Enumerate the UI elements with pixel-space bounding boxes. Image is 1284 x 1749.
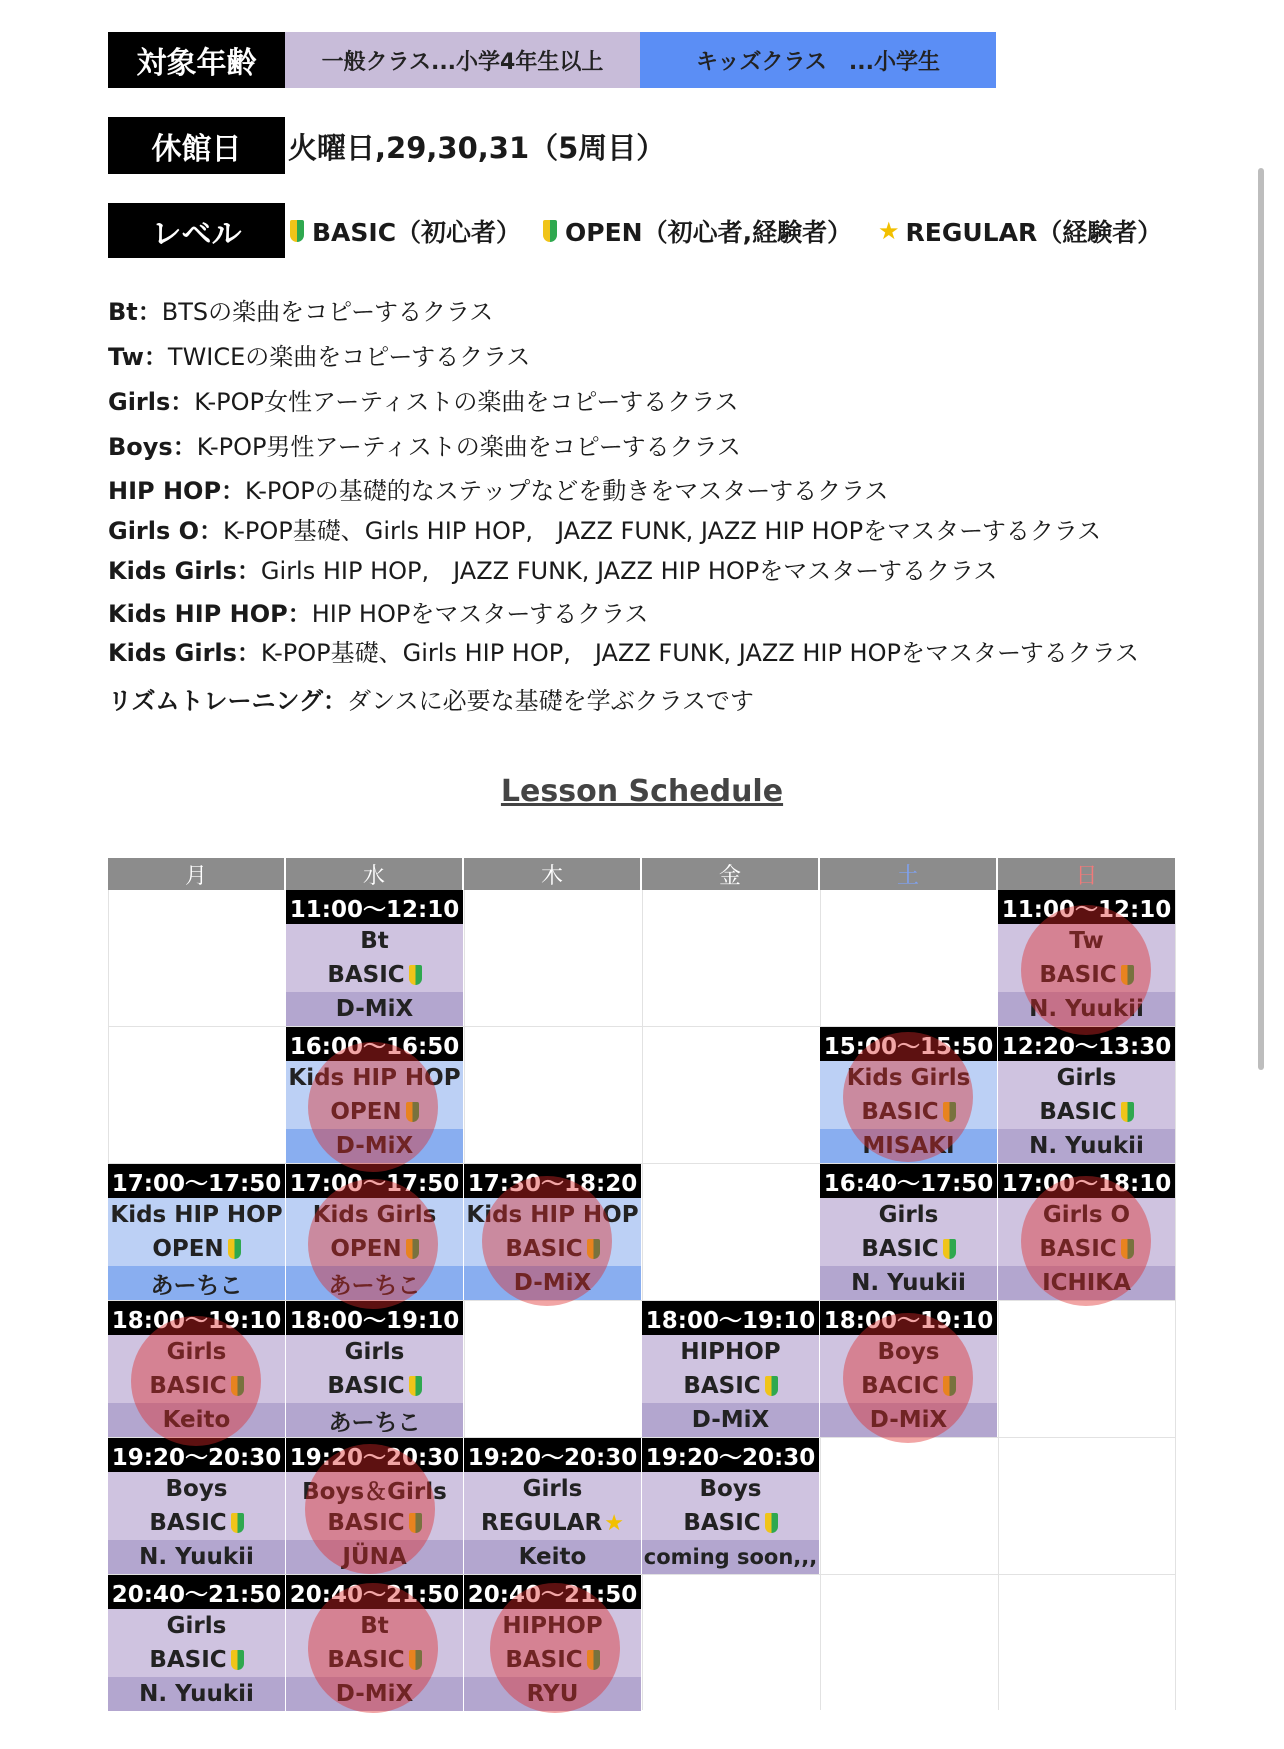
desc-text: TWICEの楽曲をコピーするクラス xyxy=(167,343,531,371)
lesson-teacher: D-MiX xyxy=(286,1677,463,1711)
day-header-wed: 水 xyxy=(286,858,462,890)
lesson-time: 12:20〜13:30 xyxy=(998,1027,1175,1061)
day-header-sat: 土 xyxy=(820,858,996,890)
desc-line xyxy=(108,681,754,716)
lesson-name: Girls xyxy=(998,1061,1175,1095)
day-header-fri: 金 xyxy=(642,858,818,890)
lesson-level: REGULAR ★ xyxy=(464,1506,641,1540)
lesson-time: 20:40〜21:50 xyxy=(108,1575,285,1609)
lesson-level: BASIC xyxy=(108,1369,285,1403)
desc-term: Boys： xyxy=(108,433,197,461)
lesson-time: 16:00〜16:50 xyxy=(286,1027,463,1061)
lesson-card xyxy=(286,1027,463,1163)
lesson-card xyxy=(820,1164,997,1300)
lesson-level: BASIC xyxy=(286,1369,463,1403)
lesson-time: 17:00〜17:50 xyxy=(286,1164,463,1198)
lesson-teacher: D-MiX xyxy=(286,992,463,1026)
lesson-level: OPEN xyxy=(108,1232,285,1266)
lesson-level: BASIC xyxy=(998,1232,1175,1266)
beginner-leaf-icon xyxy=(543,220,557,242)
level-regular-text: REGULAR（経験者） xyxy=(905,218,1163,247)
lesson-card xyxy=(286,1438,463,1574)
lesson-time: 19:20〜20:30 xyxy=(464,1438,641,1472)
lesson-time: 19:20〜20:30 xyxy=(286,1438,463,1472)
desc-line xyxy=(108,427,741,462)
lesson-level: OPEN xyxy=(286,1232,463,1266)
lesson-teacher: N. Yuukii xyxy=(108,1677,285,1711)
beginner-leaf-icon xyxy=(1121,965,1134,985)
lesson-card xyxy=(108,1438,285,1574)
lesson-time: 20:40〜21:50 xyxy=(286,1575,463,1609)
schedule-title: Lesson Schedule xyxy=(500,774,784,809)
beginner-leaf-icon xyxy=(943,1376,956,1396)
lesson-level: BASIC xyxy=(286,1643,463,1677)
lesson-time: 17:30〜18:20 xyxy=(464,1164,641,1198)
day-header-thu: 木 xyxy=(464,858,640,890)
lesson-level: BASIC xyxy=(998,1095,1175,1129)
lesson-card xyxy=(286,890,463,1026)
lesson-card xyxy=(286,1575,463,1711)
lesson-name: Girls xyxy=(108,1609,285,1643)
desc-term: Tw： xyxy=(108,343,168,371)
lesson-card xyxy=(464,1438,641,1574)
lesson-teacher: ICHIKA xyxy=(998,1266,1175,1300)
lesson-teacher: coming soon,,, xyxy=(642,1540,819,1574)
lesson-card xyxy=(820,1301,997,1437)
lesson-name: HIPHOP xyxy=(642,1335,819,1369)
lesson-teacher: あーちこ xyxy=(286,1266,463,1300)
desc-term: Bt： xyxy=(108,298,162,326)
lesson-time: 17:00〜18:10 xyxy=(998,1164,1175,1198)
lesson-card xyxy=(998,890,1175,1026)
desc-text: K-POPの基礎的なステップなどを動きをマスターするクラス xyxy=(245,477,889,505)
lesson-card xyxy=(998,1027,1175,1163)
lesson-name: Girls xyxy=(464,1472,641,1506)
desc-term: Kids HIP HOP： xyxy=(108,600,312,628)
desc-line xyxy=(108,382,738,417)
day-header-mon: 月 xyxy=(108,858,284,890)
lesson-level: BASIC xyxy=(464,1643,641,1677)
lesson-card xyxy=(820,1027,997,1163)
lesson-name: Girls xyxy=(286,1335,463,1369)
beginner-leaf-icon xyxy=(765,1513,778,1533)
lesson-teacher: あーちこ xyxy=(286,1403,463,1437)
lesson-level: BASIC xyxy=(642,1369,819,1403)
beginner-leaf-icon xyxy=(409,1513,422,1533)
lesson-name: Boys xyxy=(108,1472,285,1506)
kids-class-band: キッズクラス ...小学生 xyxy=(640,32,996,88)
beginner-leaf-icon xyxy=(228,1239,241,1259)
lesson-level: BACIC xyxy=(820,1369,997,1403)
lesson-time: 20:40〜21:50 xyxy=(464,1575,641,1609)
lesson-time: 18:00〜19:10 xyxy=(642,1301,819,1335)
level-basic xyxy=(290,213,521,249)
desc-text: HIP HOPをマスターするクラス xyxy=(311,600,649,628)
lesson-time: 16:40〜17:50 xyxy=(820,1164,997,1198)
lesson-name: Kids HIP HOP xyxy=(464,1198,641,1232)
lesson-level: BASIC xyxy=(998,958,1175,992)
desc-line xyxy=(108,511,1101,546)
lesson-time: 11:00〜12:10 xyxy=(998,890,1175,924)
lesson-teacher: Keito xyxy=(464,1540,641,1574)
level-basic-text: BASIC（初心者） xyxy=(312,218,522,247)
vertical-scrollbar[interactable] xyxy=(1258,168,1264,1070)
lesson-name: Kids HIP HOP xyxy=(286,1061,463,1095)
lesson-level: BASIC xyxy=(108,1506,285,1540)
level-label: レベル xyxy=(108,203,285,258)
desc-term: Kids Girls： xyxy=(108,557,261,585)
lesson-teacher: RYU xyxy=(464,1677,641,1711)
desc-text: ダンスに必要な基礎を学ぶクラスです xyxy=(347,687,754,715)
lesson-teacher: N. Yuukii xyxy=(820,1266,997,1300)
desc-line xyxy=(108,292,493,327)
desc-text: K-POP基礎、Girls HIP HOP, JAZZ FUNK, JAZZ HIP HOPをマスターするクラス xyxy=(223,517,1102,545)
lesson-card xyxy=(464,1575,641,1711)
lesson-level: BASIC xyxy=(286,958,463,992)
beginner-leaf-icon xyxy=(231,1376,244,1396)
lesson-teacher: N. Yuukii xyxy=(998,1129,1175,1163)
lesson-card xyxy=(998,1164,1175,1300)
lesson-time: 19:20〜20:30 xyxy=(108,1438,285,1472)
beginner-leaf-icon xyxy=(409,1650,422,1670)
desc-line xyxy=(108,471,888,506)
closed-day-text: 火曜日,29,30,31（5周目） xyxy=(288,131,666,165)
lesson-name: Girls xyxy=(108,1335,285,1369)
desc-term: Girls： xyxy=(108,388,195,416)
lesson-teacher: D-MiX xyxy=(464,1266,641,1300)
lesson-level: BASIC xyxy=(108,1643,285,1677)
lesson-time: 11:00〜12:10 xyxy=(286,890,463,924)
lesson-level: BASIC xyxy=(820,1232,997,1266)
beginner-leaf-icon xyxy=(406,1102,419,1122)
lesson-teacher: Keito xyxy=(108,1403,285,1437)
desc-term: リズムトレーニング： xyxy=(108,687,348,715)
desc-line xyxy=(108,551,997,586)
beginner-leaf-icon xyxy=(409,1376,422,1396)
lesson-level: OPEN xyxy=(286,1095,463,1129)
lesson-name: Kids Girls xyxy=(286,1198,463,1232)
desc-text: BTSの楽曲をコピーするクラス xyxy=(161,298,494,326)
desc-term: Kids Girls： xyxy=(108,639,261,667)
lesson-level: BASIC xyxy=(286,1506,463,1540)
beginner-leaf-icon xyxy=(231,1513,244,1533)
beginner-leaf-icon xyxy=(943,1239,956,1259)
level-regular xyxy=(878,213,1162,249)
lesson-teacher: JÜNA xyxy=(286,1540,463,1574)
desc-text: K-POP男性アーティストの楽曲をコピーするクラス xyxy=(196,433,741,461)
star-icon: ★ xyxy=(878,217,900,245)
beginner-leaf-icon xyxy=(765,1376,778,1396)
lesson-name: Bt xyxy=(286,924,463,958)
lesson-name: Tw xyxy=(998,924,1175,958)
lesson-time: 15:00〜15:50 xyxy=(820,1027,997,1061)
level-open-text: OPEN（初心者,経験者） xyxy=(565,218,853,247)
lesson-level: BASIC xyxy=(642,1506,819,1540)
lesson-card xyxy=(464,1164,641,1300)
star-icon: ★ xyxy=(604,1510,624,1536)
lesson-teacher: D-MiX xyxy=(820,1403,997,1437)
lesson-card xyxy=(286,1164,463,1300)
beginner-leaf-icon xyxy=(290,220,304,242)
lesson-teacher: N. Yuukii xyxy=(108,1540,285,1574)
lesson-card xyxy=(642,1301,819,1437)
lesson-teacher: N. Yuukii xyxy=(998,992,1175,1026)
lesson-teacher: あーちこ xyxy=(108,1266,285,1300)
lesson-name: Boys xyxy=(642,1472,819,1506)
lesson-time: 17:00〜17:50 xyxy=(108,1164,285,1198)
lesson-name: Girls xyxy=(820,1198,997,1232)
beginner-leaf-icon xyxy=(1121,1102,1134,1122)
lesson-name: Bt xyxy=(286,1609,463,1643)
desc-line xyxy=(108,633,1139,668)
lesson-level: BASIC xyxy=(464,1232,641,1266)
beginner-leaf-icon xyxy=(587,1650,600,1670)
desc-text: K-POP基礎、Girls HIP HOP, JAZZ FUNK, JAZZ HIP HOPをマスターするクラス xyxy=(260,639,1140,667)
lesson-teacher: MISAKI xyxy=(820,1129,997,1163)
desc-line xyxy=(108,594,648,629)
beginner-leaf-icon xyxy=(231,1650,244,1670)
desc-term: HIP HOP： xyxy=(108,477,246,505)
target-age-label: 対象年齢 xyxy=(108,32,285,88)
lesson-card xyxy=(642,1438,819,1574)
beginner-leaf-icon xyxy=(409,965,422,985)
beginner-leaf-icon xyxy=(587,1239,600,1259)
lesson-time: 18:00〜19:10 xyxy=(820,1301,997,1335)
desc-line xyxy=(108,337,530,372)
beginner-leaf-icon xyxy=(406,1239,419,1259)
lesson-name: Girls O xyxy=(998,1198,1175,1232)
lesson-time: 19:20〜20:30 xyxy=(642,1438,819,1472)
desc-term: Girls O： xyxy=(108,517,224,545)
lesson-card xyxy=(108,1301,285,1437)
lesson-name: Kids HIP HOP xyxy=(108,1198,285,1232)
lesson-card xyxy=(108,1164,285,1300)
closed-day-label: 休館日 xyxy=(108,117,285,174)
lesson-time: 18:00〜19:10 xyxy=(108,1301,285,1335)
lesson-name: Kids Girls xyxy=(820,1061,997,1095)
lesson-card xyxy=(286,1301,463,1437)
desc-text: K-POP女性アーティストの楽曲をコピーするクラス xyxy=(194,388,739,416)
lesson-teacher: D-MiX xyxy=(642,1403,819,1437)
lesson-teacher: D-MiX xyxy=(286,1129,463,1163)
lesson-name: HIPHOP xyxy=(464,1609,641,1643)
beginner-leaf-icon xyxy=(1121,1239,1134,1259)
desc-text: Girls HIP HOP, JAZZ FUNK, JAZZ HIP HOPをマスターするクラス xyxy=(260,557,998,585)
general-class-band: 一般クラス...小学4年生以上 xyxy=(285,32,640,88)
lesson-name: Boys xyxy=(820,1335,997,1369)
level-open xyxy=(543,213,852,249)
lesson-card xyxy=(108,1575,285,1711)
day-header-sun: 日 xyxy=(998,858,1175,890)
lesson-time: 18:00〜19:10 xyxy=(286,1301,463,1335)
beginner-leaf-icon xyxy=(943,1102,956,1122)
lesson-name: Boys＆Girls xyxy=(286,1472,463,1506)
lesson-level: BASIC xyxy=(820,1095,997,1129)
